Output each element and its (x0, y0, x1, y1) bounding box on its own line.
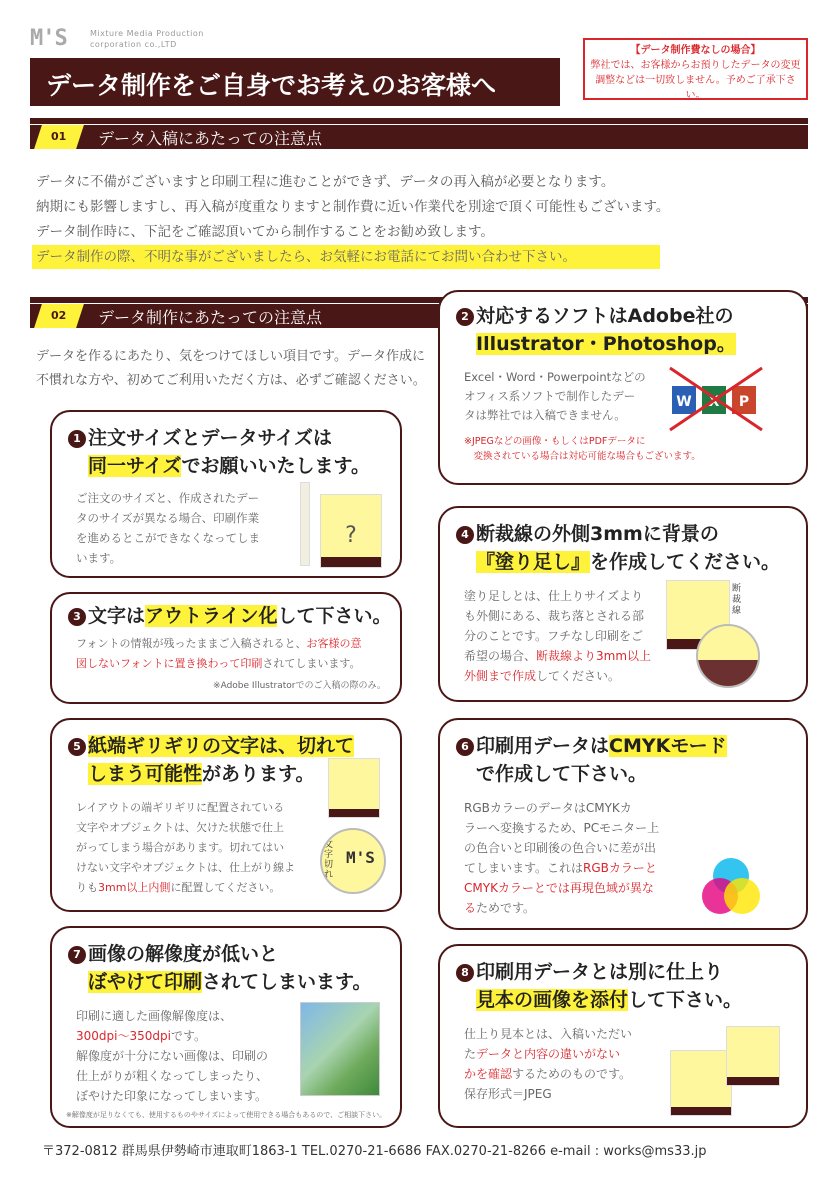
card3-line2: 図しないフォントに置き換わって印刷されてしまいます。 (76, 657, 361, 670)
card5-line3: がってしまう場合があります。切れてはい (76, 841, 285, 854)
card2-note-line1: ※JPEGなどの画像・もしくはPDFデータに (464, 436, 646, 447)
card4-line3: 分のことです。フチなし印刷をご (464, 629, 644, 643)
card2-title-line2: Illustrator・Photoshop。 (476, 333, 736, 355)
question-mark: ? (345, 523, 357, 548)
logo-mark: M'S (30, 26, 67, 51)
card1-title-line2: 同一サイズでお願いいたします。 (88, 455, 370, 477)
card2-title-line1: 2 対応するソフトはAdobe社の (456, 302, 733, 330)
card7-title-line1: 7 画像の解像度が低いと (68, 940, 278, 968)
section1-body (36, 170, 669, 245)
size-paper-icon (320, 494, 382, 568)
card3-note: ※Adobe Illustratorでのご入稿の際のみ。 (213, 681, 386, 691)
card3-text (76, 634, 361, 674)
card6-title-line1: 6 印刷用データはCMYKモード (456, 732, 727, 760)
card3-title: 3 文字はアウトライン化して下さい。 (68, 602, 391, 630)
card4-line2: も外側にある、裁ち落とされる部 (464, 609, 645, 623)
margin-zoom-icon (320, 828, 386, 894)
card8-line3: かを確認するためのものです。 (464, 1067, 632, 1081)
card6-line2: ラーへ変換するため、PCモニター上 (464, 821, 660, 835)
ruler-icon (300, 482, 310, 566)
card5-line1: レイアウトの端ギリギリに配置されている (76, 801, 285, 814)
section2-line2: 不慣れな方や、初めてご利用いただく方は、必ずご確認ください。 (36, 373, 426, 388)
svg-text:W: W (676, 394, 692, 410)
card3-line1: フォントの情報が残ったままご入稿されると、お客様の意 (76, 637, 362, 650)
section2-number: 02 (34, 304, 84, 328)
card2-text (464, 368, 646, 425)
card-size (50, 410, 402, 578)
logo-line1: Mixture Media Production (90, 29, 204, 38)
card-margin (50, 718, 402, 912)
card4-line5: 外側まで作成してください。 (464, 669, 621, 683)
notice-line1: 弊社では、お客様からお預りしたデータの変更 (590, 60, 801, 71)
card2-line1: Excel・Word・Powerpointなどの (464, 370, 646, 384)
card2-line3: タは弊社では入稿できません。 (464, 408, 626, 422)
card4-text (464, 586, 651, 686)
card1-line3: を進めるとこができなくなってしま (76, 531, 260, 545)
bleed-zoom-icon (696, 624, 760, 688)
card2-note-line2: 変換されている場合は対応可能な場合もございます。 (464, 451, 701, 462)
card1-line2: タのサイズが異なる場合、印刷作業 (76, 511, 260, 525)
card5-line4: けない文字やオブジェクトは、仕上がり線よ (76, 861, 296, 874)
card6-text (464, 798, 659, 918)
card-outline (50, 592, 402, 704)
svg-text:P: P (738, 394, 750, 410)
notice-title: 【データ制作費なしの場合】 (630, 45, 761, 56)
section1-header (30, 125, 808, 149)
card4-title-line2: 『塗り足し』を作成してください。 (476, 551, 781, 573)
company-logo (30, 26, 230, 54)
section1-top-rule (30, 118, 808, 124)
text-cut-label: 文字切れ (324, 840, 334, 880)
card1-line1: ご注文のサイズと、作成されたデー (76, 491, 260, 505)
card7-title-line2: ぼやけて印刷されてしまいます。 (88, 971, 372, 993)
cut-line-label: 断裁線 (732, 584, 742, 616)
office-icons-crossed (666, 364, 766, 434)
card4-title-line1: 4 断裁線の外側3mmに背景の (456, 520, 719, 548)
section1-line2: 納期にも影響しますし、再入稿が度重なりますと制作費に近い作業代を別途で頂く可能性もございます。 (36, 199, 670, 215)
section2-body (36, 345, 426, 393)
card8-title-line1: 8 印刷用データとは別に仕上り (456, 958, 723, 986)
card7-line2: 300dpi〜350dpiです。 (76, 1029, 206, 1043)
section2-title: データ制作にあたっての注意点 (98, 308, 323, 327)
card-sample (438, 944, 808, 1128)
section1-line3: データ制作時に、下記をご確認頂いてから制作することをお勧め致します。 (36, 224, 494, 240)
section1-title: データ入稿にあたっての注意点 (98, 129, 323, 148)
card8-title-line2: 見本の画像を添付して下さい。 (476, 989, 743, 1011)
margin-paper-icon (328, 758, 380, 818)
card6-line1: RGBカラーのデータはCMYKカ (464, 801, 632, 815)
card5-title-line1: 5 紙端ギリギリの文字は、切れて (68, 732, 354, 760)
card7-text (76, 1006, 268, 1106)
sample-paper-back-icon (670, 1050, 732, 1116)
sample-paper-front-icon (726, 1026, 780, 1086)
card8-line4: 保存形式＝JPEG (464, 1087, 552, 1101)
card7-line3: 解像度が十分にない画像は、印刷の (76, 1049, 269, 1063)
card-bleed (438, 506, 808, 702)
logo-line2: corporation co.,LTD (90, 40, 177, 49)
card1-line4: います。 (76, 551, 122, 565)
notice-box (583, 38, 808, 100)
card8-line2: たデータと内容の違いがない (464, 1047, 621, 1061)
card8-text (464, 1024, 632, 1104)
card1-title-line1: 1 注文サイズとデータサイズは (68, 424, 332, 452)
card5-title-line2: しまう可能性があります。 (88, 763, 315, 785)
rgb-circles-icon (696, 772, 766, 842)
card4-line4: 希望の場合、断裁線より3mm以上 (464, 649, 652, 663)
card2-line2: オフィス系ソフトで制作したデー (464, 389, 636, 403)
footer-contact: 〒372-0812 群馬県伊勢崎市連取町1863-1 TEL.0270-21-6686 FAX.0270-21-8266 e-mail : works@ms33.jp (42, 1144, 707, 1159)
card-software (438, 290, 808, 485)
card1-text (76, 488, 260, 568)
card5-line2: 文字やオブジェクトは、欠けた状態で仕上 (76, 821, 285, 834)
low-res-image-icon (300, 1002, 380, 1096)
card7-line5: ぼやけた印象になってしまいます。 (76, 1089, 268, 1103)
card6-line5: CMYKカラーとでは再現色域が異な (464, 881, 654, 895)
notice-line2: 調整などは一切致しません。予めご了承下さい。 (595, 75, 796, 101)
card7-line4: 仕上がりが粗くなってしまったり、 (76, 1069, 269, 1083)
card7-note: ※解像度が足りなくても、使用するものやサイズによって使用できる場合もあるので、ご相談下さい。 (66, 1111, 387, 1119)
section2-line1: データを作るにあたり、気をつけてほしい項目です。データ作成に (36, 349, 425, 364)
section1-line1: データに不備がございますと印刷工程に進むことができず、データの再入稿が必要となります。 (36, 174, 615, 190)
card6-line4: てしまいます。これはRGBカラーと (464, 861, 657, 875)
card6-title-line2: で作成して下さい。 (476, 763, 648, 785)
section1-number: 01 (34, 125, 84, 149)
card5-line5: りも3mm以上内側に配置してください。 (76, 881, 281, 894)
section1-highlight: データ制作の際、不明な事がございましたら、お気軽にお電話にてお問い合わせ下さい。 (32, 245, 660, 269)
card6-line3: の色合いと印刷後の色合いに差が出 (464, 841, 657, 855)
card7-line1: 印刷に適した画像解像度は、 (76, 1009, 233, 1023)
card5-text (76, 798, 295, 898)
page-title: データ制作をご自身でお考えのお客様へ (46, 71, 497, 100)
card6-line6: るためです。 (464, 901, 536, 915)
card4-line1: 塗り足しとは、仕上りサイズより (464, 589, 644, 603)
zoom-logo-mark: M'S (346, 848, 375, 867)
card8-line1: 仕上り見本とは、入稿いただい (464, 1027, 633, 1041)
card-resolution (50, 926, 402, 1128)
cmyk-circles-icon (696, 852, 766, 922)
page-title-bar (30, 58, 560, 106)
card-cmyk (438, 718, 808, 930)
card2-note (464, 434, 701, 464)
